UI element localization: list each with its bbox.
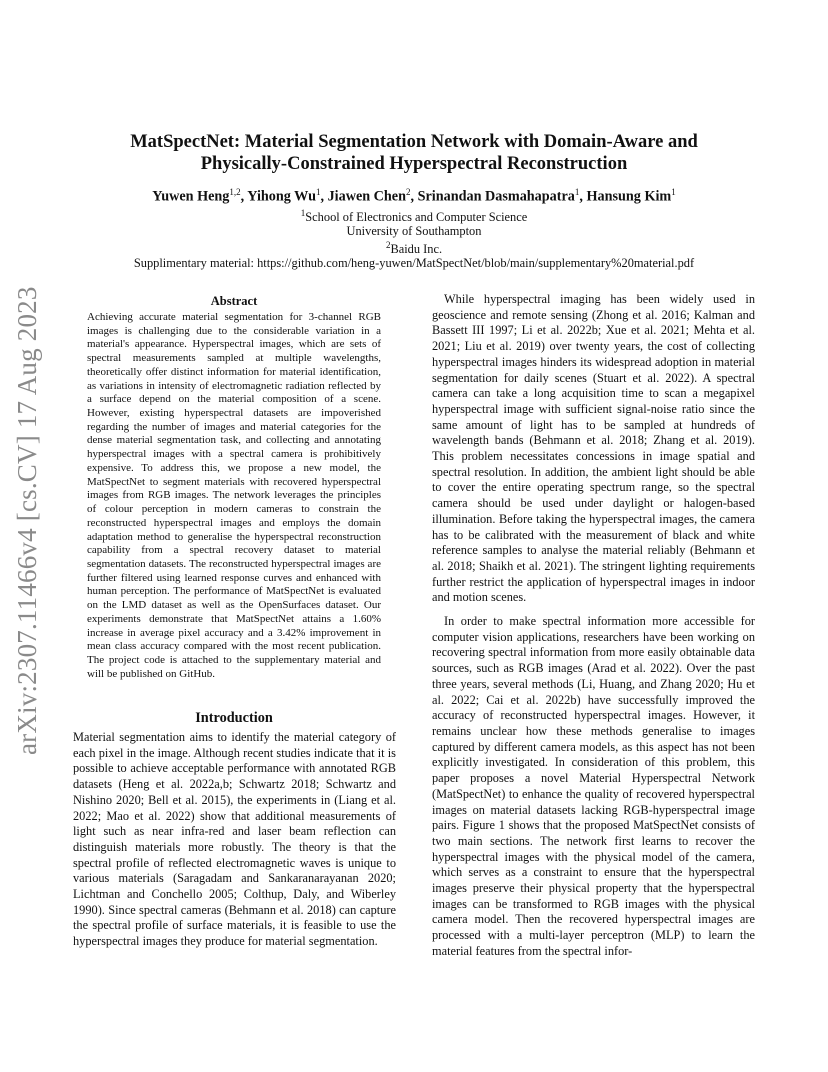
- affiliation-text: School of Electronics and Computer Science: [305, 210, 528, 225]
- author-list: Yuwen Heng$^{1,2}$, Yihong Wu$^1$, Jiawen Chen$^2$, Srinandan Dasmahapatra$^1$, Hansung Kim$^1$: [152, 187, 676, 205]
- affiliation-1-institution: University of Southampton: [346, 224, 482, 238]
- abstract-heading: Abstract: [210, 294, 258, 308]
- title-line-1: MatSpectNet: Material Segmentation Network with Domain-Aware and: [130, 132, 698, 152]
- affiliation-mark: 2: [385, 240, 391, 250]
- intro-paragraph-1: Material segmentation aims to identify the material category of each pixel in the image. Although recent studies indicate that it is possible to achieve acceptable performance with annotated RGB datasets (Heng et al. 2022a,b; Schwartz 2018; Schwartz and Nishino 2020; Bell et al. 2015), the experiments in (Liang et al. 2022; Mao et al. 2022) show that additional measurements of light such as near infra-red and laser beam reflection can distinguish materials more robustly. The theory is that the spectral profile of reflected electromagnetic waves is unique to various materials (Saragadam and Sankaranarayanan 2020; Lichtman and Conchello 2005; Colthup, Daly, and Wiberley 1990). Since spectral cameras (Behmann et al. 2018) can capture the spectral profile of surface materials, it is feasible to use the hyperspectral images they produce for material segmentation.: [73, 730, 396, 949]
- arxiv-watermark: arXiv:2307.11466v4 [cs.CV] 17 Aug 2023: [12, 286, 42, 755]
- author-name: Jiawen Chen: [327, 188, 406, 205]
- intro-paragraph-2: While hyperspectral imaging has been widely used in geoscience and remote sensing (Zhong et al. 2016; Kalman and Bassett III 1997; Li et al. 2022b; Xue et al. 2021; Mehta et al. 2021; Liu et al. 2019) over twenty years, the cost of collecting hyperspectral images hinders its widespread adoption in material segmentation for daily scenes (Stuart et al. 2022). A spectral camera can take a long acquisition time to scan a megapixel hyperspectral image with sufficient signal-noise ratio since the same amount of light has to be sampled at hundreds of wavelength bands (Behmann et al. 2018; Zhang et al. 2019). This problem necessitates concessions in image spatial and spectral resolution. In addition, the ambient light should be able to cover the entire operating spectrum range, so the spectral camera should be used under daylight or halogen-based illumination. Before taking the hyperspectral images, the camera has to be calibrated with the measurement of black and white reference samples to analyse the material reliably (Behmann et al. 2018; Shaikh et al. 2021). The stringent lighting requirements further restrict the application of hyperspectral images in indoor and motion scenes.: [432, 292, 755, 605]
- left-column-body: [73, 730, 396, 950]
- supplementary-link[interactable]: Supplimentary material: https://github.com/heng-yuwen/MatSpectNet/blob/main/supplementary%20material.pdf: [133, 256, 695, 270]
- author-name: Yuwen Heng: [152, 188, 230, 205]
- author-affiliation-mark: 1: [315, 187, 321, 197]
- affiliation-2: [74, 240, 754, 257]
- author-name: Yihong Wu: [247, 188, 316, 205]
- title-line-2: Physically-Constrained Hyperspectral Reconstruction: [200, 154, 628, 174]
- author-name: Hansung Kim: [586, 188, 672, 205]
- author-affiliation-mark: 1: [574, 187, 580, 197]
- affiliation-mark: 1: [300, 208, 306, 218]
- author-affiliation-mark: 1: [671, 187, 676, 197]
- intro-paragraph-3: In order to make spectral information more accessible for computer vision applications, researchers have been working on recovering spectral information from more easily obtainable data sources, such as RGB images (Arad et al. 2022). Over the past three years, several methods (Li, Huang, and Zhang 2020; Hu et al. 2022; Cai et al. 2022b) have successfully improved the accuracy of reconstructed hyperspectral images. However, it remains unclear how these methods generalise to images captured by different camera models, as this aspect has not been explicitly investigated. In consideration of this problem, this paper proposes a novel Material Hyperspectral Network (MatSpectNet) to enhance the quality of recovered hyperspectral images on material datasets lacking RGB-hyperspectral image pairs. Figure 1 shows that the proposed MatSpectNet consists of two main sections. The network first learns to recover the hyperspectral images with the physical model of the camera, which serves as a constraint to ensure that the hyperspectral images preserve their physical property that the hyperspectral images can be transformed to RGB images with the physical camera model. Then the recovered hyperspectral images are processed with a multi-layer perceptron (MLP) to learn the material features from the spectral infor-: [432, 614, 755, 958]
- introduction-heading: Introduction: [195, 710, 273, 726]
- paper-title: [74, 131, 754, 175]
- author-affiliation-mark: 1,2: [229, 187, 241, 197]
- affiliation-text: Baidu Inc.: [390, 242, 443, 257]
- author-name: Srinandan Dasmahapatra: [417, 188, 575, 205]
- author-affiliation-mark: 2: [406, 187, 411, 197]
- right-column-body: [432, 292, 755, 960]
- affiliation-1: [74, 208, 754, 225]
- abstract-text: Achieving accurate material segmentation for 3-channel RGB images is challenging due to the considerable variation in a material's appearance. Hyperspectral images, which are sets of spectral measurements sampled at multiple wavelengths, theoretically offer distinct information for material identification, as variations in intensity of electromagnetic radiation reflected by a surface depend on the material composition of a scene. However, existing hyperspectral datasets are impoverished regarding the number of images and material categories for the dense material segmentation task, and collecting and annotating hyperspectral images with a spectral camera is prohibitively expensive. To address this, we propose a new model, the MatSpectNet to segment materials with recovered hyperspectral images from RGB images. The network leverages the principles of colour perception in modern cameras to constrain the reconstructed hyperspectral images and employs the domain adaptation method to generalise the hyperspectral reconstruction capability from a spectral recovery dataset to material segmentation datasets. The reconstructed hyperspectral images are further filtered using learned response curves and enhanced with human perception. The performance of MatSpectNet is evaluated on the LMD dataset as well as the OpenSurfaces dataset. Our experiments demonstrate that MatSpectNet attains a 1.60% increase in average pixel accuracy and a 3.42% improvement in mean class accuracy compared with the most recent publication. The project code is attached to the supplementary material and will be published on GitHub.: [87, 311, 381, 680]
